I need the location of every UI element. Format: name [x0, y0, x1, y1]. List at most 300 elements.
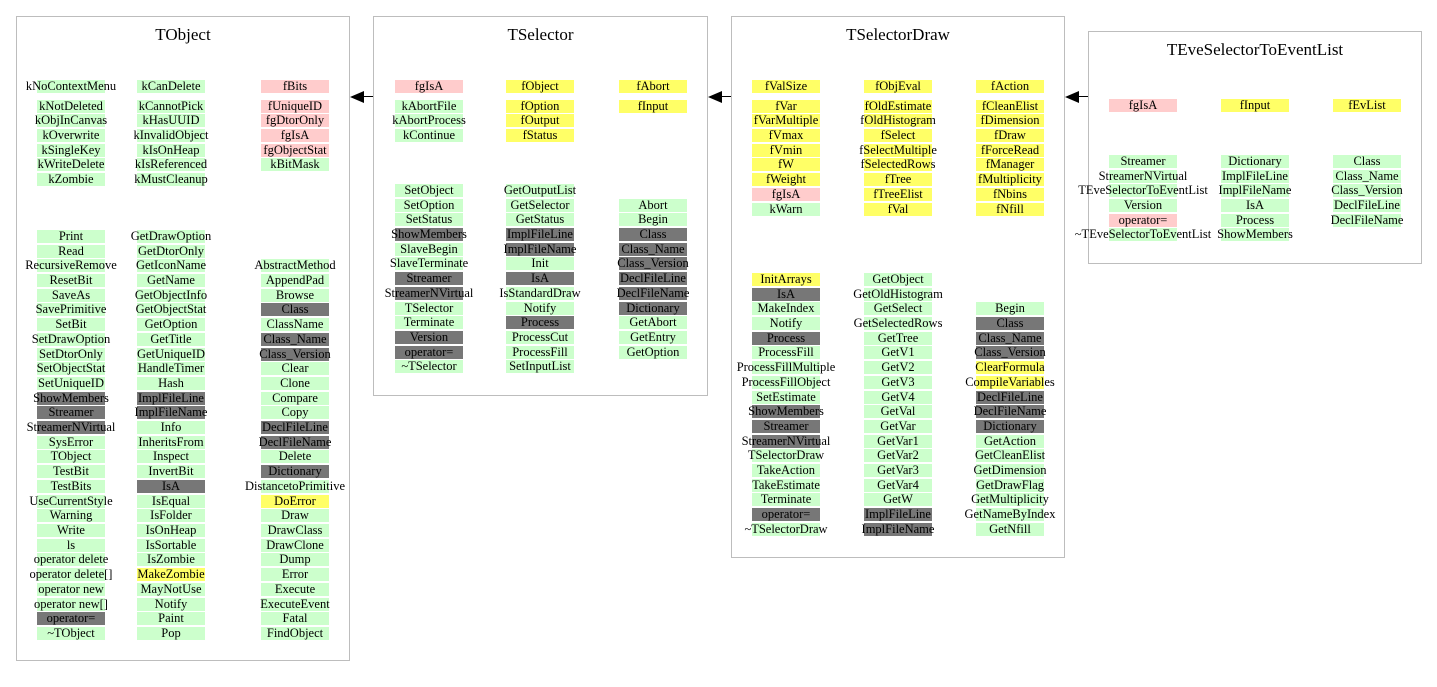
member-cell: [130, 229, 212, 243]
inheritance-arrow-tselectordraw-to-tselector: [708, 91, 731, 103]
member-cell: [506, 331, 574, 344]
member-cell: [37, 480, 105, 493]
member-label: SlaveBegin: [400, 242, 458, 256]
member-cell: [395, 331, 463, 344]
member-label: fObject: [521, 79, 559, 93]
member-label: ImplFileName: [503, 242, 577, 256]
member-cell: [506, 80, 574, 93]
member-cell: [37, 450, 105, 463]
member-label: Print: [58, 229, 84, 243]
member-label: TSelector: [404, 301, 454, 315]
member-label: Clone: [280, 376, 310, 390]
member-label: AbstractMethod: [254, 258, 336, 272]
member-cell: [33, 552, 109, 566]
member-label: SetStatus: [405, 212, 453, 226]
member-cell: [976, 114, 1044, 127]
member-label: ProcessCut: [511, 330, 569, 344]
member-label: Hash: [158, 376, 184, 390]
member-cell: [261, 627, 329, 640]
member-label: GetDrawFlag: [975, 478, 1045, 492]
member-label: IsSortable: [145, 538, 197, 552]
member-cell: [744, 522, 828, 536]
member-cell: [395, 100, 463, 113]
member-cell: [261, 144, 329, 157]
member-label: ShowMembers: [748, 404, 824, 418]
member-label: kZombie: [48, 172, 94, 186]
member-label: SetEstimate: [756, 390, 816, 404]
member-cell: [137, 259, 205, 272]
member-cell: [860, 157, 936, 171]
member-cell: [25, 258, 117, 272]
member-cell: [245, 479, 345, 493]
member-label: ShowMembers: [1217, 227, 1293, 241]
member-cell: [752, 144, 820, 157]
member-cell: [1078, 183, 1208, 197]
member-label: Info: [160, 420, 182, 434]
member-label: Class_Version: [259, 347, 331, 361]
member-cell: [37, 436, 105, 449]
member-cell: [37, 318, 105, 331]
member-cell: [384, 286, 474, 300]
member-cell: [619, 213, 687, 226]
member-cell: [137, 509, 205, 522]
member-cell: [1218, 183, 1292, 197]
member-label: fOldHistogram: [860, 113, 936, 127]
member-cell: [1109, 199, 1177, 212]
member-cell: [261, 450, 329, 463]
member-cell: [864, 449, 932, 462]
member-cell: [506, 129, 574, 142]
member-cell: [29, 567, 113, 581]
member-label: Copy: [281, 405, 309, 419]
member-label: GetW: [883, 492, 913, 506]
member-cell: [395, 316, 463, 329]
member-label: TestBit: [53, 464, 89, 478]
member-cell: [1333, 99, 1401, 112]
member-cell: [864, 508, 932, 521]
member-cell: [864, 173, 932, 186]
member-label: DoError: [274, 494, 316, 508]
class-title: TSelectorDraw: [846, 25, 950, 44]
member-label: Class: [639, 227, 667, 241]
member-cell: [976, 302, 1044, 315]
member-cell: [261, 509, 329, 522]
member-label: Execute: [274, 582, 316, 596]
member-cell: [395, 213, 463, 226]
member-label: DeclFileName: [1330, 213, 1404, 227]
member-label: fForceRead: [980, 143, 1040, 157]
member-cell: [619, 80, 687, 93]
member-label: GetVal: [880, 404, 916, 418]
member-cell: [37, 144, 105, 157]
member-cell: [976, 203, 1044, 216]
member-cell: [752, 493, 820, 506]
member-label: IsA: [161, 479, 181, 493]
member-cell: [261, 80, 329, 93]
member-cell: [619, 272, 687, 285]
member-cell: [619, 199, 687, 212]
member-cell: [395, 243, 463, 256]
member-label: Write: [57, 523, 85, 537]
member-cell: [137, 553, 205, 566]
member-cell: [752, 114, 820, 127]
member-cell: [860, 113, 936, 127]
member-cell: [1333, 184, 1401, 197]
member-cell: [31, 332, 111, 346]
member-label: fgIsA: [280, 128, 310, 142]
member-cell: [864, 129, 932, 142]
member-cell: [864, 479, 932, 492]
member-label: GetTree: [877, 331, 919, 345]
member-cell: [261, 158, 329, 171]
member-cell: [503, 183, 577, 197]
member-label: Version: [1123, 198, 1163, 212]
member-cell: [741, 434, 831, 448]
member-cell: [37, 289, 105, 302]
member-label: fSelect: [880, 128, 916, 142]
member-cell: [619, 243, 687, 256]
member-label: InitArrays: [760, 272, 812, 286]
member-cell: [137, 333, 205, 346]
member-cell: [37, 539, 105, 552]
member-cell: [261, 406, 329, 419]
member-cell: [741, 375, 831, 389]
member-label: Abort: [638, 198, 668, 212]
member-cell: [752, 464, 820, 477]
member-label: GetOption: [626, 345, 680, 359]
member-cell: [752, 173, 820, 186]
member-label: Streamer: [763, 419, 809, 433]
member-label: kIsReferenced: [134, 157, 208, 171]
member-cell: [261, 318, 329, 331]
member-cell: [864, 332, 932, 345]
member-cell: [261, 348, 329, 361]
member-cell: [619, 228, 687, 241]
member-cell: [37, 348, 105, 361]
member-label: kBitMask: [270, 157, 320, 171]
member-label: IsEqual: [151, 494, 191, 508]
member-cell: [137, 583, 205, 596]
member-label: Paint: [158, 611, 184, 625]
member-cell: [37, 362, 105, 375]
member-cell: [261, 553, 329, 566]
member-cell: [37, 524, 105, 537]
member-cell: [506, 100, 574, 113]
member-cell: [506, 213, 574, 226]
member-label: kContinue: [402, 128, 456, 142]
member-label: Notify: [154, 597, 188, 611]
member-label: fW: [778, 157, 794, 171]
member-cell: [976, 158, 1044, 171]
member-cell: [1221, 155, 1289, 168]
member-label: GetVar3: [877, 463, 919, 477]
member-label: operator delete: [33, 552, 109, 566]
arrow-line: [362, 96, 373, 97]
member-cell: [964, 507, 1056, 521]
member-label: fAbort: [636, 79, 670, 93]
member-label: fManager: [985, 157, 1035, 171]
member-cell: [34, 113, 108, 127]
member-cell: [261, 583, 329, 596]
member-cell: [506, 302, 574, 315]
member-label: GetAbort: [629, 315, 677, 329]
member-label: InvertBit: [148, 464, 194, 478]
member-label: kHasUUID: [142, 113, 200, 127]
member-cell: [864, 493, 932, 506]
member-label: ProcessFillObject: [741, 375, 831, 389]
member-label: FindObject: [266, 626, 324, 640]
member-cell: [503, 242, 577, 256]
member-cell: [752, 508, 820, 521]
member-label: GetVar1: [877, 434, 919, 448]
member-cell: [137, 568, 205, 581]
member-cell: [1333, 199, 1401, 212]
member-cell: [976, 173, 1044, 186]
member-cell: [37, 274, 105, 287]
member-label: GetVar4: [877, 478, 919, 492]
member-label: StreamerNVirtual: [26, 420, 116, 434]
member-cell: [395, 129, 463, 142]
member-label: fgIsA: [771, 187, 801, 201]
member-label: operator=: [404, 345, 454, 359]
member-label: IsStandardDraw: [499, 286, 581, 300]
member-label: CompileVariables: [965, 375, 1055, 389]
member-label: fOldEstimate: [864, 99, 932, 113]
member-label: GetSelector: [510, 198, 570, 212]
member-label: SysError: [48, 435, 94, 449]
member-label: Process: [520, 315, 560, 329]
member-label: fVmax: [768, 128, 804, 142]
member-cell: [1333, 155, 1401, 168]
member-cell: [134, 288, 208, 302]
member-label: TSelectorDraw: [747, 448, 825, 462]
member-cell: [616, 286, 690, 300]
member-label: Begin: [638, 212, 668, 226]
member-cell: [258, 435, 332, 449]
member-cell: [864, 376, 932, 389]
member-label: GetSelect: [873, 301, 923, 315]
member-cell: [506, 228, 574, 241]
member-cell: [29, 494, 113, 508]
member-cell: [1109, 155, 1177, 168]
member-label: kCanDelete: [141, 79, 201, 93]
member-label: fOutput: [520, 113, 560, 127]
member-cell: [861, 522, 935, 536]
member-cell: [752, 420, 820, 433]
member-label: SetBit: [55, 317, 87, 331]
member-label: kSingleKey: [41, 143, 101, 157]
member-cell: [34, 597, 108, 611]
member-label: TakeAction: [756, 463, 816, 477]
member-cell: [137, 303, 205, 316]
member-cell: [395, 346, 463, 359]
member-label: Class_Name: [978, 331, 1042, 345]
member-cell: [752, 479, 820, 492]
member-cell: [134, 157, 208, 171]
member-label: fTree: [884, 172, 912, 186]
member-label: kCannotPick: [138, 99, 204, 113]
member-label: fValSize: [764, 79, 808, 93]
member-cell: [137, 114, 205, 127]
member-label: ImplFileLine: [1222, 169, 1288, 183]
member-cell: [137, 598, 205, 611]
member-label: GetCleanElist: [974, 448, 1046, 462]
inheritance-arrow-teve-to-tselectordraw: [1065, 91, 1088, 103]
member-label: operator new[]: [34, 597, 108, 611]
member-label: Browse: [275, 288, 315, 302]
member-label: fOption: [520, 99, 560, 113]
member-label: fNbins: [992, 187, 1028, 201]
member-label: UseCurrentStyle: [29, 494, 113, 508]
member-label: Compare: [272, 391, 318, 405]
member-cell: [748, 404, 824, 418]
member-cell: [395, 184, 463, 197]
member-label: Fatal: [282, 611, 308, 625]
member-label: Init: [531, 256, 549, 270]
member-cell: [261, 465, 329, 478]
member-cell: [1333, 170, 1401, 183]
member-label: ~TSelector: [401, 359, 457, 373]
member-label: ProcessFill: [512, 345, 568, 359]
member-label: fVar: [775, 99, 797, 113]
member-cell: [619, 257, 687, 270]
member-label: ImplFileName: [861, 522, 935, 536]
member-cell: [261, 524, 329, 537]
member-cell: [976, 188, 1044, 201]
member-label: DrawClass: [267, 523, 323, 537]
member-label: RecursiveRemove: [25, 258, 117, 272]
member-cell: [976, 435, 1044, 448]
member-label: GetAction: [983, 434, 1037, 448]
member-label: GetDtorOnly: [138, 244, 204, 258]
member-label: ~TEveSelectorToEventList: [1074, 227, 1212, 241]
member-cell: [752, 203, 820, 216]
member-label: Process: [1235, 213, 1275, 227]
class-title: TSelector: [507, 25, 574, 44]
member-cell: [499, 286, 581, 300]
member-label: fUniqueID: [267, 99, 323, 113]
member-label: SetOption: [403, 198, 455, 212]
member-label: GetVar2: [877, 448, 919, 462]
member-label: Delete: [278, 449, 312, 463]
member-label: TEveSelectorToEventList: [1078, 183, 1208, 197]
member-cell: [752, 273, 820, 286]
member-cell: [137, 348, 205, 361]
member-cell: [619, 346, 687, 359]
member-label: TestBits: [50, 479, 92, 493]
member-cell: [137, 100, 205, 113]
member-cell: [976, 391, 1044, 404]
member-label: Error: [281, 567, 309, 581]
member-label: ProcessFillMultiple: [736, 360, 836, 374]
member-label: fDraw: [994, 128, 1026, 142]
member-cell: [37, 612, 105, 625]
member-cell: [1109, 214, 1177, 227]
member-cell: [37, 377, 105, 390]
member-cell: [261, 289, 329, 302]
member-cell: [261, 303, 329, 316]
member-cell: [137, 377, 205, 390]
member-label: fInput: [637, 99, 669, 113]
member-cell: [506, 257, 574, 270]
member-label: Dictionary: [268, 464, 322, 478]
member-cell: [752, 346, 820, 359]
member-label: IsZombie: [147, 552, 195, 566]
member-label: ~TSelectorDraw: [744, 522, 828, 536]
member-label: operator=: [46, 611, 96, 625]
member-cell: [752, 302, 820, 315]
member-label: GetStatus: [515, 212, 565, 226]
member-cell: [864, 420, 932, 433]
member-cell: [853, 316, 943, 330]
member-label: fVal: [887, 202, 909, 216]
member-label: Inspect: [152, 449, 190, 463]
member-cell: [261, 568, 329, 581]
member-cell: [1221, 214, 1289, 227]
member-cell: [137, 392, 205, 405]
member-label: ExecuteEvent: [260, 597, 330, 611]
member-cell: [973, 463, 1047, 477]
member-cell: [261, 598, 329, 611]
member-label: fNfill: [996, 202, 1024, 216]
member-label: fgObjectStat: [263, 143, 327, 157]
member-label: Class_Name: [1335, 169, 1399, 183]
member-label: GetV1: [881, 345, 915, 359]
member-cell: [976, 479, 1044, 492]
member-label: ImplFileName: [134, 405, 208, 419]
member-cell: [395, 360, 463, 373]
member-label: kIsOnHeap: [142, 143, 200, 157]
member-cell: [864, 435, 932, 448]
member-label: fEvList: [1348, 98, 1386, 112]
member-cell: [619, 316, 687, 329]
member-label: fDimension: [980, 113, 1040, 127]
member-cell: [506, 360, 574, 373]
member-label: fSelectMultiple: [859, 143, 937, 157]
member-cell: [506, 346, 574, 359]
member-cell: [864, 80, 932, 93]
member-cell: [25, 79, 117, 93]
member-cell: [976, 332, 1044, 345]
member-label: kWriteDelete: [37, 157, 105, 171]
member-label: fMultiplicity: [978, 172, 1042, 186]
member-label: DeclFileName: [258, 435, 332, 449]
member-label: IsOnHeap: [145, 523, 197, 537]
member-cell: [864, 346, 932, 359]
member-label: IsA: [776, 287, 796, 301]
member-label: Terminate: [760, 492, 812, 506]
member-cell: [137, 539, 205, 552]
member-label: GetObject: [872, 272, 924, 286]
member-cell: [261, 362, 329, 375]
member-label: GetNfill: [989, 522, 1031, 536]
member-cell: [137, 274, 205, 287]
member-cell: [1098, 169, 1188, 183]
member-label: SavePrimitive: [35, 302, 107, 316]
member-cell: [619, 331, 687, 344]
member-cell: [261, 612, 329, 625]
member-cell: [1109, 99, 1177, 112]
member-label: DeclFileName: [973, 404, 1047, 418]
member-label: ResetBit: [49, 273, 93, 287]
member-label: SetInputList: [509, 359, 571, 373]
member-label: SetObjectStat: [36, 361, 106, 375]
member-label: ~TObject: [47, 626, 95, 640]
member-cell: [134, 172, 208, 186]
member-cell: [137, 450, 205, 463]
member-label: Class_Version: [617, 256, 689, 270]
member-label: SetUniqueID: [38, 376, 104, 390]
